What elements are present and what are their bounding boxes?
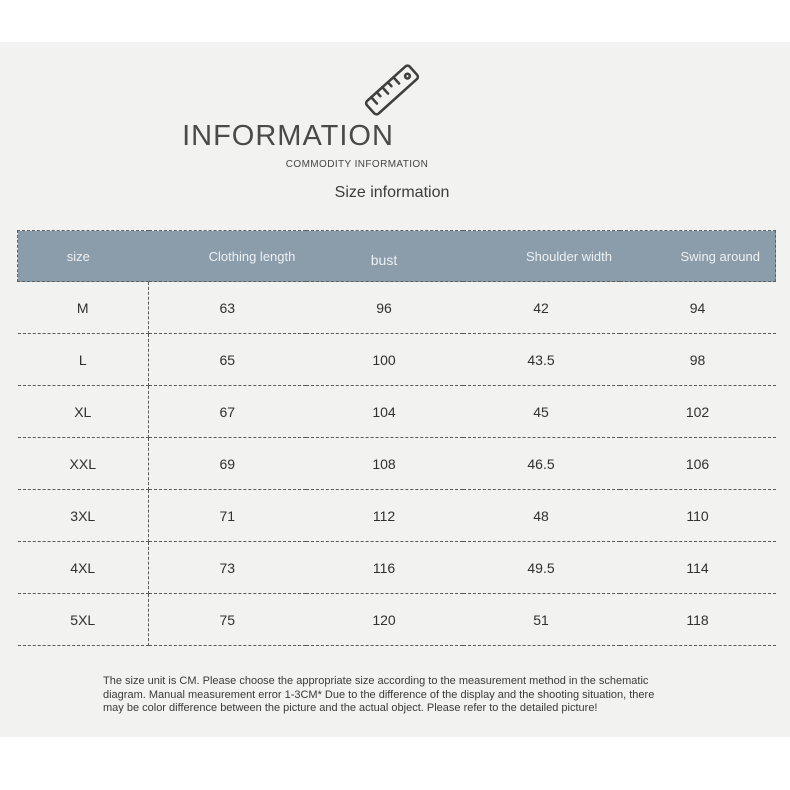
size-cell: 4XL bbox=[18, 542, 149, 594]
value-cell: 63 bbox=[149, 282, 306, 334]
value-cell: 67 bbox=[149, 386, 306, 438]
column-header-shoulder-width bbox=[463, 231, 620, 282]
column-header-clothing-length bbox=[149, 231, 306, 282]
value-cell: 69 bbox=[149, 438, 306, 490]
value-cell: 45 bbox=[463, 386, 620, 438]
value-cell: 112 bbox=[306, 490, 463, 542]
size-cell: M bbox=[18, 282, 149, 334]
page-subtitle: COMMODITY INFORMATION bbox=[285, 159, 429, 170]
column-header-label: bust bbox=[370, 252, 398, 268]
column-header-label: Clothing length bbox=[208, 248, 296, 264]
value-cell: 46.5 bbox=[463, 438, 620, 490]
table-row bbox=[18, 594, 776, 646]
section-title: Size information bbox=[334, 184, 450, 201]
column-header-label: Swing around bbox=[680, 248, 760, 264]
size-cell: 5XL bbox=[18, 594, 149, 646]
value-cell: 106 bbox=[620, 438, 776, 490]
value-cell: 118 bbox=[620, 594, 776, 646]
size-cell: XL bbox=[18, 386, 149, 438]
value-cell: 48 bbox=[463, 490, 620, 542]
value-cell: 110 bbox=[620, 490, 776, 542]
ruler-icon bbox=[360, 58, 424, 122]
value-cell: 116 bbox=[306, 542, 463, 594]
value-cell: 100 bbox=[306, 334, 463, 386]
page-title: INFORMATION bbox=[182, 120, 394, 152]
value-cell: 94 bbox=[620, 282, 776, 334]
size-cell: XXL bbox=[18, 438, 149, 490]
value-cell: 65 bbox=[149, 334, 306, 386]
value-cell: 73 bbox=[149, 542, 306, 594]
table-header-row bbox=[18, 231, 776, 282]
table-row bbox=[18, 490, 776, 542]
column-header-bust bbox=[306, 231, 463, 282]
table-row bbox=[18, 386, 776, 438]
value-cell: 120 bbox=[306, 594, 463, 646]
table-row bbox=[18, 334, 776, 386]
value-cell: 96 bbox=[306, 282, 463, 334]
value-cell: 108 bbox=[306, 438, 463, 490]
table-row bbox=[18, 438, 776, 490]
value-cell: 71 bbox=[149, 490, 306, 542]
column-header-size bbox=[18, 231, 149, 282]
header-section bbox=[0, 42, 790, 230]
value-cell: 51 bbox=[463, 594, 620, 646]
size-cell: L bbox=[18, 334, 149, 386]
size-cell: 3XL bbox=[18, 490, 149, 542]
column-header-label: Shoulder width bbox=[526, 248, 612, 264]
value-cell: 43.5 bbox=[463, 334, 620, 386]
value-cell: 114 bbox=[620, 542, 776, 594]
table-row bbox=[18, 282, 776, 334]
content-panel bbox=[0, 42, 790, 737]
value-cell: 98 bbox=[620, 334, 776, 386]
column-header-label: size bbox=[66, 248, 90, 264]
value-cell: 75 bbox=[149, 594, 306, 646]
measurement-note: The size unit is CM. Please choose the appropriate size according to the measurement method in the schematic diagram. Manual measurement error 1-3CM* Due to the difference of the display and the shooting situation, there may be color difference between the picture and the actual object. Please refer to the detailed picture! bbox=[103, 675, 655, 714]
value-cell: 42 bbox=[463, 282, 620, 334]
size-table bbox=[17, 230, 776, 646]
table-row bbox=[18, 542, 776, 594]
value-cell: 102 bbox=[620, 386, 776, 438]
value-cell: 104 bbox=[306, 386, 463, 438]
column-header-swing-around bbox=[620, 231, 776, 282]
value-cell: 49.5 bbox=[463, 542, 620, 594]
